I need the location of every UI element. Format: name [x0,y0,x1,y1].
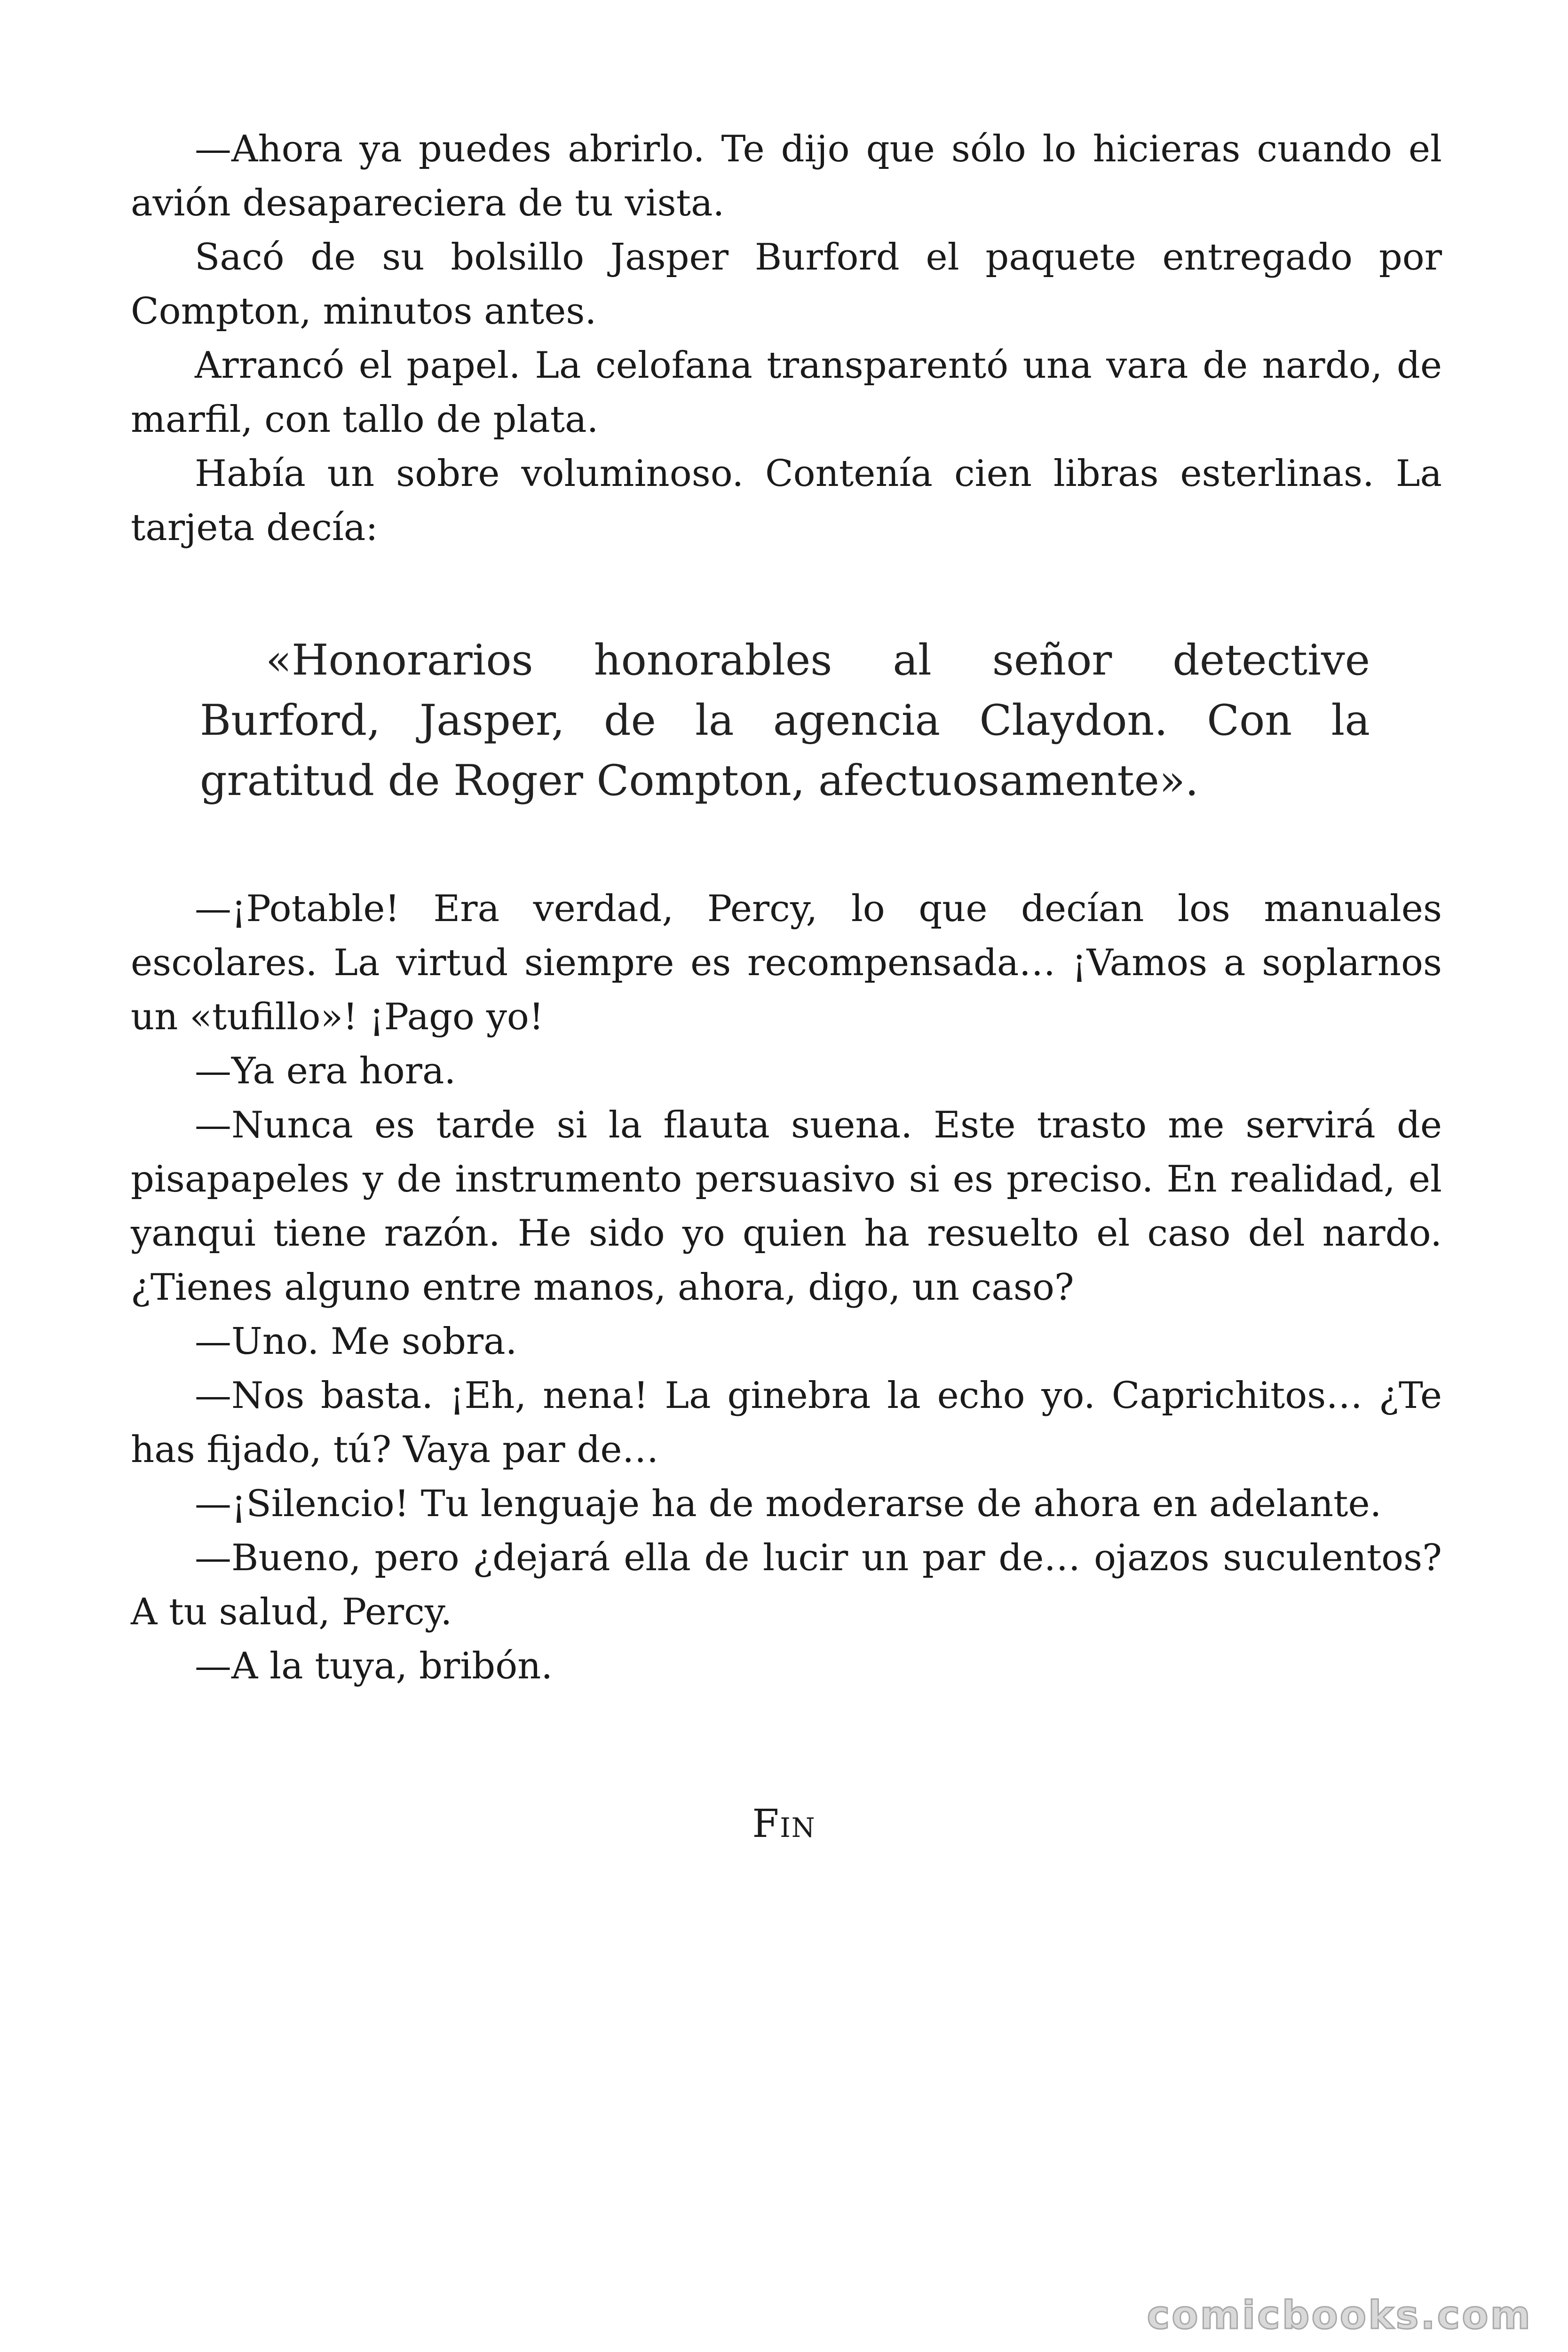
dialogue-line: —¡Potable! Era verdad, Percy, lo que decían los manuales escolares. La virtud siempre es recompensada… ¡Vamos a soplarnos un «tufillo»! ¡Pago yo! [131,888,1442,1038]
end-mark: Fin [752,1802,816,1846]
paragraph: —Ahora ya puedes abrirlo. Te dijo que sólo lo hicieras cuando el avión desapareciera de tu vista. [131,128,1442,224]
dialogue-line: —Uno. Me sobra. [195,1320,517,1363]
card-quote [200,630,1370,811]
dialogue-line: —Nos basta. ¡Eh, nena! La ginebra la echo yo. Caprichitos… ¿Te has fijado, tú? Vaya par de… [131,1375,1442,1471]
narrative-section [131,122,1442,555]
dialogue-line: —Bueno, pero ¿dejará ella de lucir un par de… ojazos suculentos? A tu salud, Percy. [131,1537,1442,1633]
paragraph: Había un sobre voluminoso. Contenía cien libras esterlinas. La tarjeta decía: [131,453,1442,549]
paragraph: Arrancó el papel. La celofana transparentó una vara de nardo, de marfil, con tallo de plata. [131,344,1442,441]
watermark: comicbooks.com [1147,2293,1532,2338]
dialogue-line: —A la tuya, bribón. [195,1645,553,1687]
dialogue-section [131,882,1442,1693]
paragraph: Sacó de su bolsillo Jasper Burford el paquete entregado por Compton, minutos antes. [131,236,1442,333]
dialogue-line: —Ya era hora. [195,1050,456,1092]
dialogue-line: —¡Silencio! Tu lenguaje ha de moderarse de ahora en adelante. [195,1483,1382,1525]
dialogue-line: —Nunca es tarde si la flauta suena. Este trasto me servirá de pisapapeles y de instrumento persuasivo si es preciso. En realidad, el yanqui tiene razón. He sido yo quien ha resuelto el caso del nardo. ¿Tienes alguno entre manos, ahora, digo, un caso? [131,1104,1442,1309]
card-quote-text: «Honorarios honorables al señor detective Burford, Jasper, de la agencia Claydon. Con la gratitud de Roger Compton, afectuosamente». [200,636,1370,805]
